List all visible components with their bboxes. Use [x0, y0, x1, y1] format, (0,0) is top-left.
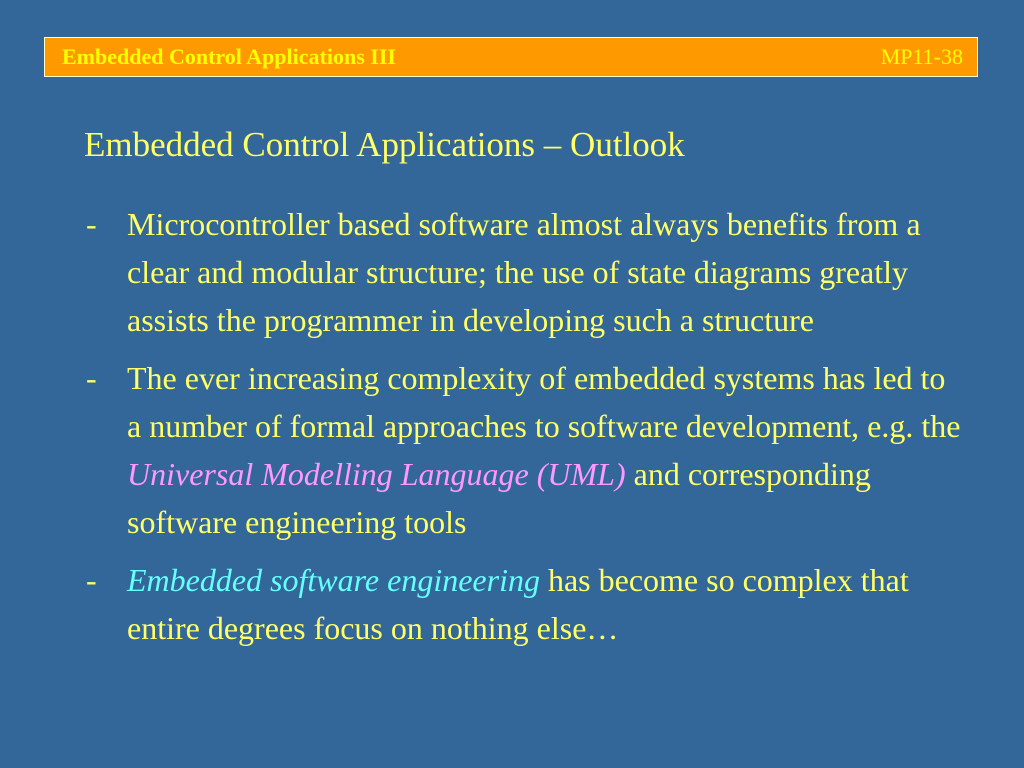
- bullet-text: Microcontroller based software almost always benefits from a clear and modular structure; the use of state diagrams greatly assists the programmer in developing such a structure: [127, 206, 921, 338]
- slide-title: Embedded Control Applications – Outlook: [84, 125, 685, 164]
- uml-emphasis: Universal Modelling Language (UML): [127, 456, 626, 492]
- bullet-item-formal-approaches: [84, 354, 964, 546]
- engineering-emphasis: Embedded software engineering: [127, 562, 540, 598]
- bullet-item-modular-structure: [84, 200, 964, 344]
- header-title: Embedded Control Applications III: [62, 44, 396, 69]
- bullet-text-after: has become so complex that entire degrees focus on nothing else…: [127, 562, 909, 646]
- bullet-list: [84, 200, 964, 652]
- slide-number: MP11-38: [880, 44, 963, 69]
- bullet-text-before: The ever increasing complexity of embedded systems has led to a number of formal approaches to software development, e.g. the: [127, 360, 961, 444]
- bullet-dash: -: [86, 206, 97, 242]
- bullet-text-after: and corresponding software engineering tools: [127, 456, 871, 540]
- bullet-dash: -: [86, 562, 97, 598]
- bullet-item-software-engineering: [84, 556, 964, 652]
- bullet-text: [127, 354, 964, 546]
- bullet-dash: -: [86, 360, 97, 396]
- bullet-text: [127, 556, 964, 652]
- header-bar: [44, 37, 978, 77]
